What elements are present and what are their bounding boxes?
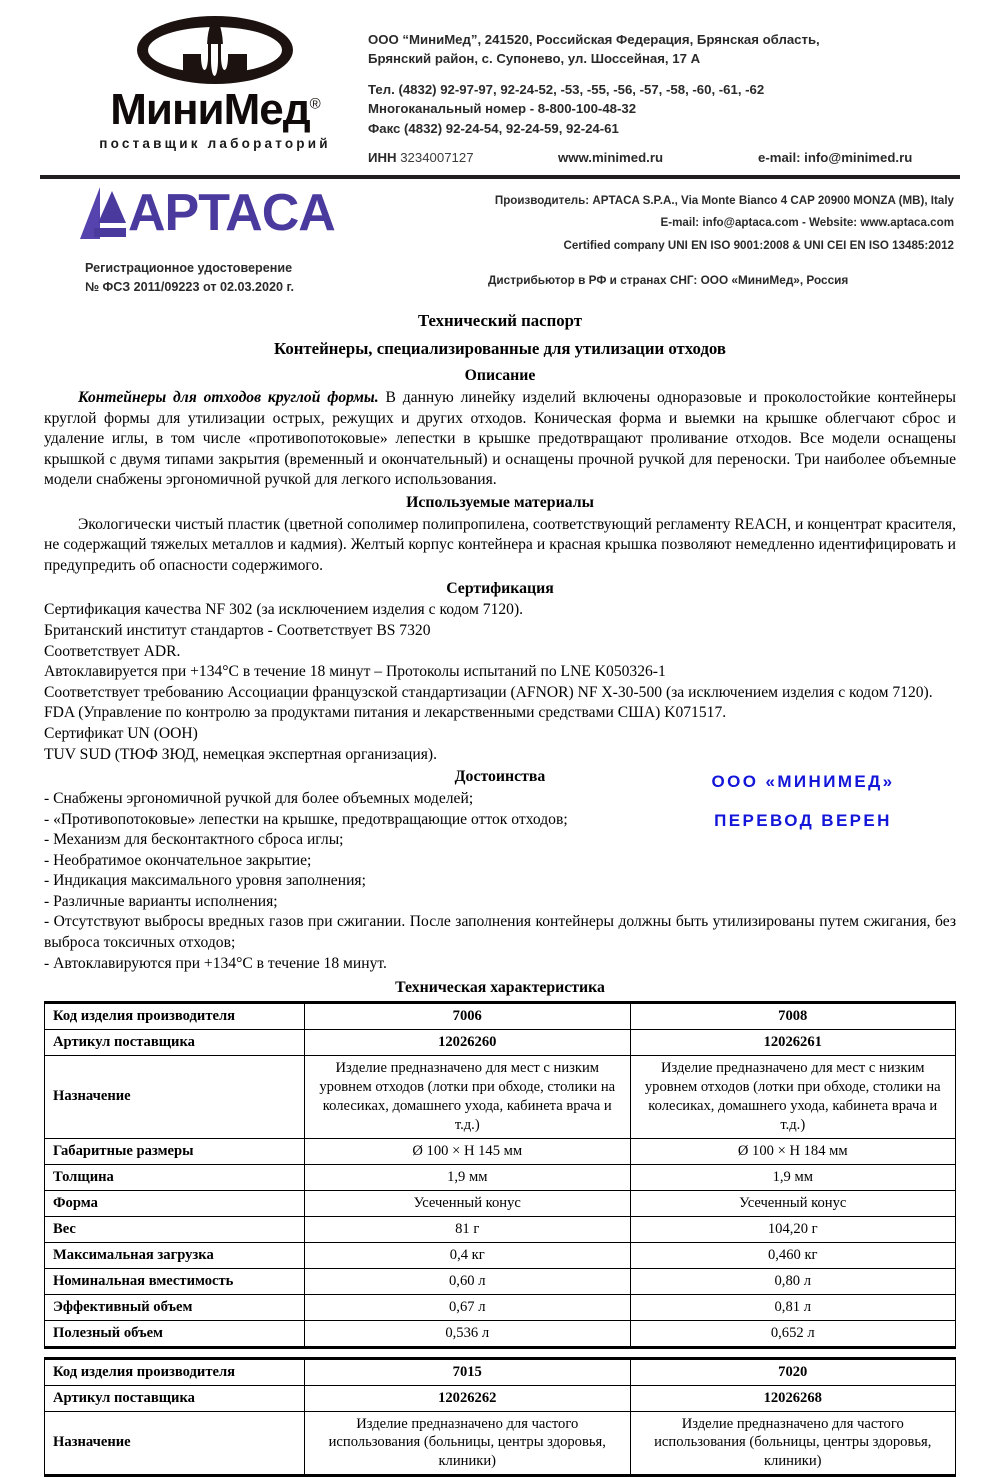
company-address (368, 30, 960, 68)
document-title: Технический паспорт (417, 310, 583, 330)
certification-line: FDA (Управление по контролю за продуктами питания и лекарственными средствами США) K071517. (44, 704, 727, 722)
table-gap (44, 1349, 956, 1357)
address-line-1: ООО “МиниМед”, 241520, Российская Федерация, Брянская область, (368, 32, 820, 47)
description-body: В данную линейку изделий включены одноразовые и проколостойкие контейнеры круглой формы для утилизации острых, режущих и других отходов. Коническая форма и выемки на крышке облегчают сброс и удаление иглы, в том числе «противопотоковые» лепестки в крышке предотвращают проливание отходов. Все модели оснащены крышкой с двумя типами закрытия (временный и окончательный) и оснащены прочной ручкой для переноски. Три наиболее объемные модели снабжены эргономичной ручкой для легкого использования. (44, 389, 956, 489)
row-value-col1: Изделие предназначено для мест с низким уровнем отходов (лотки при обходе, столики на колесиках, домашнего ухода, кабинета врача и т.д.) (305, 1055, 631, 1138)
stamp-line-2: ПЕРЕВОД ВЕРЕН (714, 811, 892, 831)
registration-row (0, 257, 1000, 296)
table-row (45, 1138, 956, 1164)
row-value-col2: 7020 (630, 1358, 956, 1385)
candle-oval-icon (115, 14, 315, 90)
row-value-col1: 0,4 кг (305, 1242, 631, 1268)
inn-field (368, 150, 558, 165)
row-label: Вес (45, 1216, 305, 1242)
document-body (0, 296, 1000, 1477)
aptaca-manufacturer-info (370, 186, 960, 258)
advantage-item-final: - Автоклавируются при +134°С в течение 18 минут. (44, 954, 387, 972)
aptaca-logo-text: APTACA (128, 183, 335, 242)
materials-paragraph: Экологически чистый пластик (цветной сополимер полипропилена, соответствующий регламенту REACH, и концентрат красителя, не содержащий тяжелых металлов и кадмия). Желтый корпус контейнера и красная крышка позволяют немедленно идентифицировать и предупредить об опасности содержимого. (44, 515, 956, 575)
table-row (45, 1003, 956, 1030)
inn-value: 3234007127 (400, 149, 474, 165)
aptaca-logo (40, 183, 370, 242)
document-subtitle: Контейнеры, специализированные для утилизации отходов (274, 339, 726, 359)
table-row (45, 1320, 956, 1347)
row-label: Форма (45, 1190, 305, 1216)
row-value-col2: 104,20 г (630, 1216, 956, 1242)
row-value-col1: 81 г (305, 1216, 631, 1242)
fax-line: Факс (4832) 92-24-54, 92-24-59, 92-24-61 (368, 120, 619, 136)
table-row (45, 1055, 956, 1138)
row-value-col2: 12026268 (630, 1385, 956, 1411)
table-row (45, 1294, 956, 1320)
row-label: Назначение (45, 1411, 305, 1476)
table-row (45, 1358, 956, 1385)
row-value-col2: 0,80 л (630, 1268, 956, 1294)
section-heading-description: Описание (464, 367, 536, 385)
advantage-item: - Индикация максимального уровня заполнения; (44, 872, 366, 890)
reg-cert-line-2: № ФСЗ 2011/09223 от 02.03.2020 г. (85, 279, 295, 294)
table-row (45, 1190, 956, 1216)
row-value-col2: Изделие предназначено для частого использования (больницы, центры здоровья, клиники) (630, 1411, 956, 1476)
table-row (45, 1268, 956, 1294)
reg-cert-line-1: Регистрационное удостоверение (85, 261, 293, 276)
aptaca-certified-line: Certified company UNI EN ISO 9001:2008 & UNI CEI EN ISO 13485:2012 (563, 238, 954, 252)
company-contact-info (360, 14, 960, 165)
row-value-col2: 1,9 мм (630, 1164, 956, 1190)
company-identifiers (368, 150, 960, 165)
row-value-col1: Усеченный конус (305, 1190, 631, 1216)
table-row (45, 1029, 956, 1055)
row-label: Номинальная вместимость (45, 1268, 305, 1294)
spec-table-block-1 (44, 1001, 956, 1349)
row-label: Полезный объем (45, 1320, 305, 1347)
row-value-col1: Ø 100 × H 145 мм (305, 1138, 631, 1164)
row-label: Код изделия производителя (45, 1003, 305, 1030)
row-value-col2: 0,652 л (630, 1320, 956, 1347)
advantage-item: - «Противопотоковые» лепестки на крышке, предотвращающие отток отходов; (44, 810, 568, 828)
certification-line: Сертификация качества NF 302 (за исключением изделия с кодом 7120). (44, 601, 524, 619)
website-link[interactable]: www.minimed.ru (558, 149, 664, 165)
aptaca-mark-icon (80, 187, 126, 239)
letterhead (0, 0, 1000, 165)
row-value-col2: 0,460 кг (630, 1242, 956, 1268)
row-value-col1: 0,60 л (305, 1268, 631, 1294)
row-label: Максимальная загрузка (45, 1242, 305, 1268)
certification-line: Соответствует требованию Ассоциации французской стандартизации (AFNOR) NF X-30-500 (за исключением изделия с кодом 7120). (44, 683, 933, 701)
row-label: Назначение (45, 1055, 305, 1138)
spec-table-block-2 (44, 1357, 956, 1477)
distributor-line: Дистрибьютор в РФ и странах СНГ: ООО «МиниМед», Россия (488, 273, 849, 288)
aptaca-contact-line: E-mail: info@aptaca.com - Website: www.aptaca.com (660, 216, 954, 230)
certification-line: Сертификат UN (ООН) (44, 724, 198, 742)
row-label: Артикул поставщика (45, 1029, 305, 1055)
registered-mark-icon: ® (309, 95, 320, 113)
row-value-col1: 1,9 мм (305, 1164, 631, 1190)
row-value-col1: 0,67 л (305, 1294, 631, 1320)
advantages-section (44, 767, 956, 974)
multichannel-line: Многоканальный номер - 8-800-100-48-32 (368, 101, 637, 117)
minimed-wordmark (70, 85, 360, 134)
description-paragraph (44, 388, 956, 491)
minimed-logo (40, 14, 360, 151)
section-heading-materials: Используемые материалы (406, 494, 594, 512)
certification-line: Британский институт стандартов - Соответствует BS 7320 (44, 622, 431, 640)
advantage-item: - Механизм для бесконтактного сброса иглы; (44, 831, 344, 849)
row-value-col1: Изделие предназначено для частого использования (больницы, центры здоровья, клиники) (305, 1411, 631, 1476)
section-heading-certification: Сертификация (446, 579, 554, 597)
section-heading-advantages: Достоинства (454, 768, 546, 786)
address-line-2: Брянский район, с. Супонево, ул. Шоссейная, 17 А (368, 51, 701, 67)
certification-line: Соответствует ADR. (44, 642, 181, 660)
row-label: Толщина (45, 1164, 305, 1190)
row-value-col2: 12026261 (630, 1029, 956, 1055)
spec-table-title: Техническая характеристика (395, 979, 605, 997)
minimed-tagline: поставщик лабораторий (99, 136, 331, 151)
table-row (45, 1411, 956, 1476)
stamp-line-1: ООО «МИНИМЕД» (711, 772, 895, 792)
phone-line: Тел. (4832) 92-97-97, 92-24-52, -53, -55, -56, -57, -58, -60, -61, -62 (368, 82, 765, 98)
certification-line: TUV SUD (ТЮФ ЗЮД, немецкая экспертная организация). (44, 745, 438, 763)
aptaca-band (0, 180, 1000, 258)
inn-label: ИНН (368, 149, 397, 165)
row-value-col1: 12026262 (305, 1385, 631, 1411)
aptaca-manufacturer-line: Производитель: APTACA S.P.A., Via Monte Bianco 4 CAP 20900 MONZA (MB), Italy (494, 193, 954, 207)
advantage-item: - Различные варианты исполнения; (44, 892, 278, 910)
registration-certificate (40, 259, 460, 296)
row-value-col2: Изделие предназначено для мест с низким уровнем отходов (лотки при обходе, столики на колесиках, домашнего ухода, кабинета врача и т.д.) (630, 1055, 956, 1138)
row-value-col2: Усеченный конус (630, 1190, 956, 1216)
table-row (45, 1216, 956, 1242)
advantage-item-long: - Отсутствуют выбросы вредных газов при сжигании. После заполнения контейнеры должны быть утилизированы путем сжигания, без выброса токсичных отходов; (44, 913, 956, 951)
row-value-col1: 7006 (305, 1003, 631, 1030)
row-value-col2: Ø 100 × H 184 мм (630, 1138, 956, 1164)
minimed-wordmark-text: МиниМед (110, 85, 310, 134)
row-label: Габаритные размеры (45, 1138, 305, 1164)
row-label: Эффективный объем (45, 1294, 305, 1320)
row-label: Код изделия производителя (45, 1358, 305, 1385)
row-value-col2: 7008 (630, 1003, 956, 1030)
email-link[interactable]: e-mail: info@minimed.ru (758, 149, 913, 165)
row-value-col2: 0,81 л (630, 1294, 956, 1320)
advantage-item: - Необратимое окончательное закрытие; (44, 851, 312, 869)
description-lead: Контейнеры для отходов круглой формы. (78, 389, 379, 407)
table-row (45, 1164, 956, 1190)
row-value-col1: 7015 (305, 1358, 631, 1385)
table-row (45, 1242, 956, 1268)
table-row (45, 1385, 956, 1411)
row-value-col1: 0,536 л (305, 1320, 631, 1347)
row-value-col1: 12026260 (305, 1029, 631, 1055)
certification-line: Автоклавируется при +134°С в течение 18 минут – Протоколы испытаний по LNE K050326-1 (44, 663, 666, 681)
company-phones (368, 80, 960, 137)
row-label: Артикул поставщика (45, 1385, 305, 1411)
advantage-item: - Снабжены эргономичной ручкой для более объемных моделей; (44, 789, 474, 807)
